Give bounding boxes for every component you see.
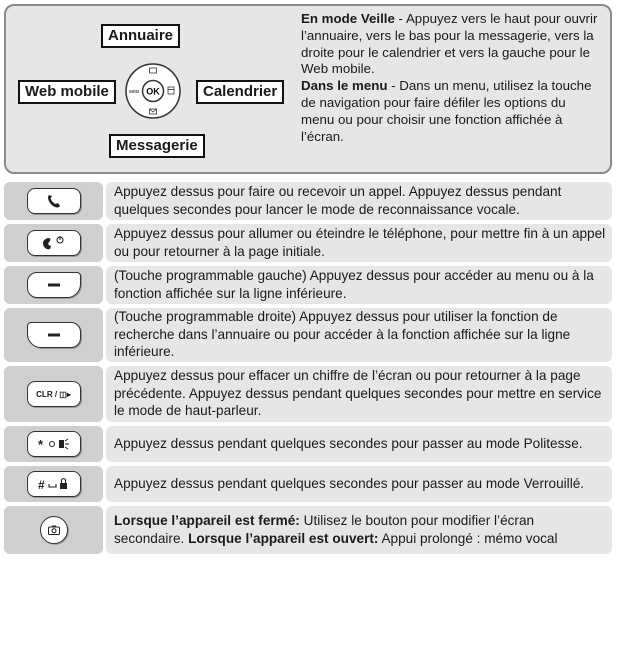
clear-key-icon[interactable] — [27, 381, 81, 407]
table-row — [4, 466, 612, 502]
nav-left-label: Web mobile — [18, 80, 116, 104]
closed-title: Lorsque l’appareil est fermé: — [114, 512, 300, 528]
navigation-key-icon[interactable] — [124, 62, 182, 120]
hash-key-icon[interactable] — [27, 471, 81, 497]
open-title: Lorsque l’appareil est ouvert: — [188, 530, 379, 546]
left-soft-key-icon[interactable] — [27, 272, 81, 298]
menu-title: Dans le menu — [301, 78, 388, 94]
key-cell — [4, 308, 103, 362]
table-row — [4, 308, 612, 362]
standby-text: - Appuyez vers le haut pour ouvrir l’annuaire, vers le bas pour la messagerie, vers la droite pour le calendrier et vers la gauche pour le Web mobile. — [301, 11, 598, 77]
key-description: Appuyez dessus pendant quelques secondes pour passer au mode Verrouillé. — [106, 466, 612, 502]
key-description — [106, 506, 612, 554]
star-key-icon[interactable] — [27, 431, 81, 457]
table-row — [4, 224, 612, 262]
table-row — [4, 182, 612, 220]
camera-key-icon[interactable] — [40, 516, 68, 544]
table-row — [4, 426, 612, 462]
key-cell — [4, 426, 103, 462]
key-cell — [4, 506, 103, 554]
key-cell — [4, 182, 103, 220]
power-end-key-icon[interactable] — [27, 230, 81, 256]
svg-text:#: # — [37, 478, 45, 492]
nav-right-label: Calendrier — [196, 80, 284, 104]
right-soft-key-icon[interactable] — [27, 322, 81, 348]
table-row — [4, 366, 612, 422]
navigation-diagram — [6, 6, 288, 176]
table-row — [4, 266, 612, 304]
key-cell — [4, 224, 103, 262]
nav-down-label: Messagerie — [109, 134, 205, 158]
key-description: (Touche programmable droite) Appuyez dessus pour utiliser la fonction de recherche dans l’annuaire ou pour accéder à la fonction affichée sur la ligne inférieure. — [106, 308, 612, 362]
navigation-description — [301, 11, 601, 145]
standby-title: En mode Veille — [301, 11, 395, 26]
menu-text: - Dans un menu, utilisez la touche de navigation pour faire défiler les options du menu ou pour choisir une fonction affichée à l’écran. — [301, 78, 592, 144]
key-description: Appuyez dessus pour effacer un chiffre de l’écran ou pour retourner à la page précédente. Appuyez dessus pendant quelques secondes pour mettre en service le mode de haut-parleur. — [106, 366, 612, 422]
open-text: Appui prolongé : mémo vocal — [378, 530, 558, 546]
svg-text:*: * — [37, 437, 43, 452]
key-cell — [4, 466, 103, 502]
nav-ok-label: OK — [146, 86, 160, 97]
send-key-icon[interactable] — [27, 188, 81, 214]
standby-paragraph — [301, 11, 601, 78]
nav-up-label: Annuaire — [101, 24, 180, 48]
clear-key-label: CLR / ◫▸ — [36, 389, 71, 399]
nav-web-label: WEB — [128, 89, 140, 94]
menu-paragraph — [301, 78, 601, 145]
key-description: (Touche programmable gauche) Appuyez dessus pour accéder au menu ou à la fonction affichée sur la ligne inférieure. — [106, 266, 612, 304]
key-table — [4, 182, 612, 558]
key-description: Appuyez dessus pour allumer ou éteindre le téléphone, pour mettre fin à un appel ou pour retourner à la page initiale. — [106, 224, 612, 262]
key-description: Appuyez dessus pour faire ou recevoir un appel. Appuyez dessus pendant quelques secondes pour lancer le mode de reconnaissance vocale. — [106, 182, 612, 220]
key-description: Appuyez dessus pendant quelques secondes pour passer au mode Politesse. — [106, 426, 612, 462]
table-row — [4, 506, 612, 554]
closed-text: Utilisez le bouton pour modifier l’écran secondaire. — [114, 512, 535, 546]
key-cell — [4, 366, 103, 422]
navigation-key-panel — [4, 4, 612, 174]
key-cell — [4, 266, 103, 304]
